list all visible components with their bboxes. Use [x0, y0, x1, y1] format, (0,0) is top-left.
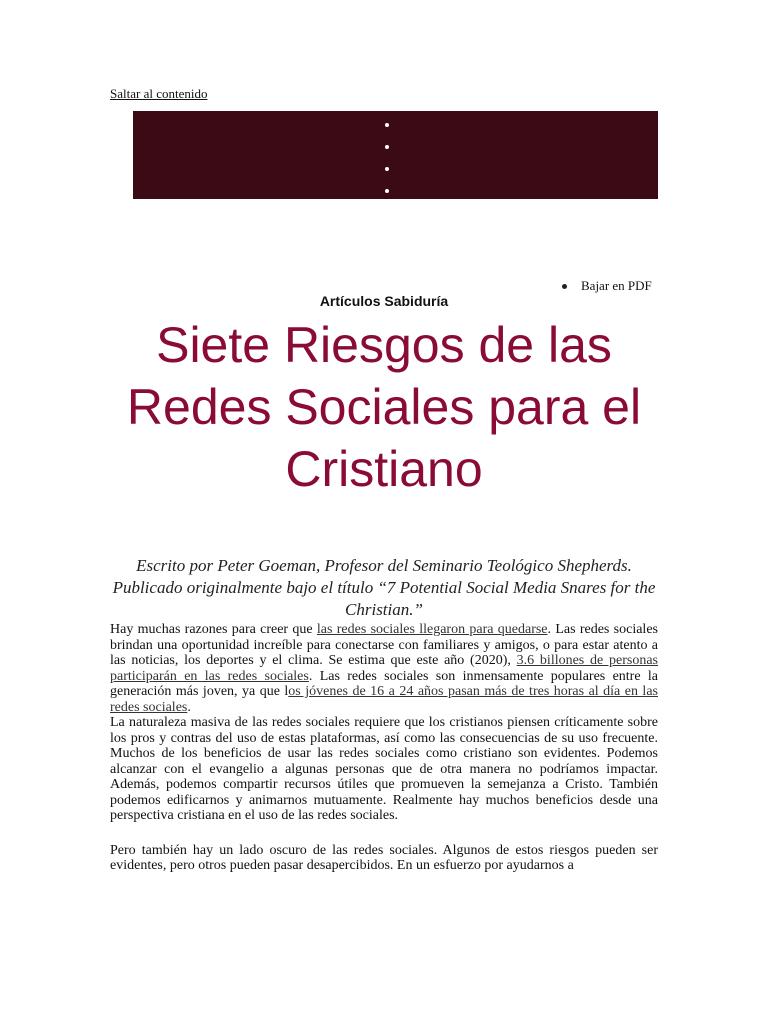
- link-redes-quedarse[interactable]: las redes sociales llegaron para quedarse: [316, 622, 548, 637]
- paragraph-3: Pero también hay un lado oscuro de las redes sociales. Algunos de estos riesgos pueden ser evidentes, pero otros pueden pasar desapercibidos. En un esfuerzo por ayudarnos a: [110, 842, 658, 873]
- paragraph-2: La naturaleza masiva de las redes sociales requiere que los cristianos piensen críticamente sobre los pros y contras del uso de estas plataformas, así como las consecuencias de su uso frecuente. Muchos de los beneficios de usar las redes sociales como cristiano son evidentes. Podemos alcanzar con el evangelio a algunas personas que de otra manera no podríamos impactar. Además, podemos compartir recursos útiles que promueven la semejanza a Cristo. También podemos edificarnos y animarnos mutuamente. Realmente hay muchos beneficios desde una perspectiva cristiana en el uso de las redes sociales.: [110, 715, 658, 823]
- pdf-download-list: [560, 278, 652, 294]
- paragraph-text: Hay muchas razones para creer que: [110, 622, 317, 637]
- article-category: Artículos Sabiduría: [319, 293, 449, 309]
- paragraph-text: . Las redes sociales son inmensamente populares entre la generación más joven, ya que l: [110, 668, 658, 699]
- paragraph-text: . Las redes sociales brindan una oportunidad increíble para conectarse con familiares y amigos, o para estar atento a las noticias, los deportes y el clima. Se estima que este año (2020),: [110, 622, 658, 668]
- article-byline: Escrito por Peter Goeman, Profesor del Seminario Teológico Shepherds. Publicado originalmente bajo el título “7 Potential Social Media Snares for the Christian.”: [112, 556, 656, 619]
- vertical-dots-menu-icon[interactable]: [383, 123, 391, 193]
- pdf-download-link[interactable]: Bajar en PDF: [581, 278, 652, 293]
- paragraph-1: [110, 622, 658, 715]
- bullet-icon: [562, 284, 567, 289]
- article-body: [110, 622, 658, 874]
- skip-to-content-link[interactable]: Saltar al contenido: [110, 86, 208, 101]
- paragraph-text: .: [187, 699, 191, 715]
- article-title: Siete Riesgos de las Redes Sociales para el Cristiano: [126, 317, 642, 497]
- link-3-6-billones[interactable]: 3.6 billones de personas participarán en las redes sociales: [110, 653, 659, 684]
- link-jovenes-16-24[interactable]: os jóvenes de 16 a 24 años pasan más de tres horas al día en las redes sociales: [110, 684, 658, 715]
- pdf-download-item[interactable]: [560, 278, 652, 294]
- header-banner: [133, 111, 658, 199]
